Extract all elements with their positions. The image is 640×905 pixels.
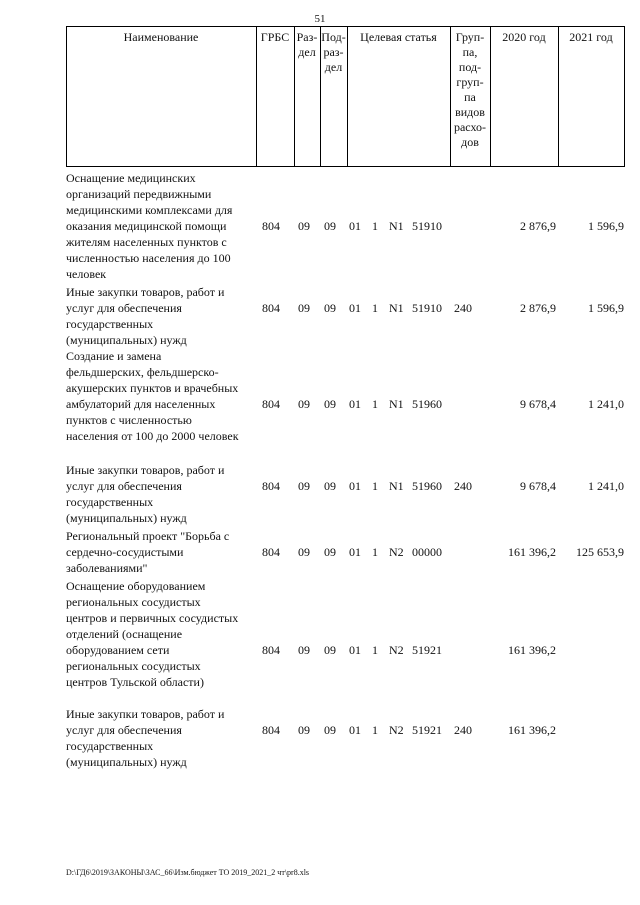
row-name-line: фельдшерских, фельдшерско- [66, 365, 219, 379]
row-name-line: государственных [66, 495, 154, 509]
row-name-line: амбулаторий для населенных [66, 397, 216, 411]
row-name-line: пунктов с численностью [66, 413, 192, 427]
row-name [66, 284, 256, 348]
header-2020: 2020 год [502, 30, 546, 44]
cell-group: 240 [454, 723, 472, 737]
cell-t2: 1 [372, 643, 378, 657]
header-grbs: ГРБС [260, 30, 290, 44]
cell-t4: 51960 [412, 479, 442, 493]
cell-grbs: 804 [262, 643, 280, 657]
row-name-line: отделений (оснащение [66, 627, 183, 641]
header-expense-group: Груп- па, под- груп- па видов расхо- дов [453, 30, 487, 149]
cell-group: 240 [454, 479, 472, 493]
header-section: Раз- дел [296, 30, 318, 59]
row-name-line: численностью населения до 100 [66, 251, 231, 265]
header-target-article: Целевая статья [360, 30, 437, 44]
row-name-line: акушерских пунктов и врачебных [66, 381, 239, 395]
cell-t4: 51910 [412, 219, 442, 233]
file-path-footer: D:\ГД6\2019\ЗАКОНЫ\ЗАС_66\Изм.бюджет ТО 2019_2021_2 чт\pr8.xls [66, 868, 310, 877]
cell-t3: N1 [389, 397, 404, 411]
cell-t2: 1 [372, 397, 378, 411]
column-divider [558, 26, 559, 167]
cell-t3: N1 [389, 479, 404, 493]
column-divider [256, 26, 257, 167]
page-number: 51 [314, 13, 326, 25]
row-name-line: медицинскими комплексами для [66, 203, 233, 217]
cell-section: 09 [298, 723, 310, 737]
row-name-line: (муниципальных) нужд [66, 755, 187, 769]
cell-t1: 01 [349, 397, 361, 411]
cell-t4: 51921 [412, 643, 442, 657]
row-name-line: услуг для обеспечения [66, 301, 182, 315]
cell-t1: 01 [349, 479, 361, 493]
cell-group: 240 [454, 301, 472, 315]
cell-subsection: 09 [324, 301, 336, 315]
cell-t1: 01 [349, 219, 361, 233]
cell-t3: N1 [389, 219, 404, 233]
cell-y2021: 1 241,0 [588, 479, 624, 493]
cell-y2020: 2 876,9 [520, 301, 556, 315]
cell-subsection: 09 [324, 643, 336, 657]
row-name-line: Оснащение медицинских [66, 171, 196, 185]
row-name-line: Создание и замена [66, 349, 162, 363]
cell-section: 09 [298, 643, 310, 657]
row-name [66, 462, 256, 526]
row-name-line: (муниципальных) нужд [66, 333, 187, 347]
row-name-line: Оснащение оборудованием [66, 579, 206, 593]
row-name-line: Иные закупки товаров, работ и [66, 707, 225, 721]
row-name-line: центров Тульской области) [66, 675, 204, 689]
cell-subsection: 09 [324, 219, 336, 233]
row-name [66, 578, 256, 690]
header-bottom-border [66, 166, 624, 167]
row-name-line: услуг для обеспечения [66, 479, 182, 493]
row-name-line: оказания медицинской помощи [66, 219, 227, 233]
cell-y2020: 161 396,2 [508, 723, 556, 737]
row-name-line: Иные закупки товаров, работ и [66, 285, 225, 299]
cell-y2020: 9 678,4 [520, 479, 556, 493]
cell-t2: 1 [372, 219, 378, 233]
row-name-line: (муниципальных) нужд [66, 511, 187, 525]
cell-grbs: 804 [262, 397, 280, 411]
cell-y2020: 2 876,9 [520, 219, 556, 233]
cell-section: 09 [298, 479, 310, 493]
row-name-line: услуг для обеспечения [66, 723, 182, 737]
cell-y2021: 125 653,9 [576, 545, 624, 559]
row-name-line: государственных [66, 317, 154, 331]
cell-t2: 1 [372, 545, 378, 559]
cell-t1: 01 [349, 545, 361, 559]
cell-grbs: 804 [262, 219, 280, 233]
column-divider [66, 26, 67, 167]
cell-subsection: 09 [324, 479, 336, 493]
cell-subsection: 09 [324, 397, 336, 411]
cell-t3: N2 [389, 545, 404, 559]
cell-grbs: 804 [262, 479, 280, 493]
row-name-line: региональных сосудистых [66, 659, 201, 673]
cell-t1: 01 [349, 723, 361, 737]
cell-t1: 01 [349, 643, 361, 657]
column-divider [490, 26, 491, 167]
cell-t2: 1 [372, 301, 378, 315]
row-name-line: заболеваниями" [66, 561, 148, 575]
cell-y2020: 9 678,4 [520, 397, 556, 411]
row-name-line: человек [66, 267, 107, 281]
cell-subsection: 09 [324, 723, 336, 737]
row-name [66, 528, 256, 576]
row-name [66, 170, 256, 282]
header-top-border [66, 26, 624, 27]
cell-section: 09 [298, 219, 310, 233]
row-name [66, 348, 256, 444]
cell-t2: 1 [372, 479, 378, 493]
row-name-line: оборудованием сети [66, 643, 170, 657]
cell-y2020: 161 396,2 [508, 643, 556, 657]
cell-section: 09 [298, 545, 310, 559]
header-name: Наименование [123, 30, 199, 44]
cell-t2: 1 [372, 723, 378, 737]
cell-t3: N2 [389, 723, 404, 737]
cell-t4: 51960 [412, 397, 442, 411]
row-name-line: государственных [66, 739, 154, 753]
row-name-line: жителям населенных пунктов с [66, 235, 227, 249]
header-2021: 2021 год [569, 30, 613, 44]
row-name-line: центров и первичных сосудистых [66, 611, 239, 625]
row-name [66, 706, 256, 770]
cell-grbs: 804 [262, 301, 280, 315]
cell-t3: N1 [389, 301, 404, 315]
cell-t1: 01 [349, 301, 361, 315]
cell-t4: 51910 [412, 301, 442, 315]
cell-subsection: 09 [324, 545, 336, 559]
row-name-line: сердечно-сосудистыми [66, 545, 184, 559]
header-subsection: Под- раз- дел [321, 30, 346, 74]
cell-y2021: 1 241,0 [588, 397, 624, 411]
column-divider [624, 26, 625, 167]
cell-section: 09 [298, 301, 310, 315]
cell-t4: 00000 [412, 545, 442, 559]
row-name-line: организаций передвижными [66, 187, 212, 201]
cell-y2021: 1 596,9 [588, 301, 624, 315]
cell-section: 09 [298, 397, 310, 411]
cell-grbs: 804 [262, 545, 280, 559]
cell-t3: N2 [389, 643, 404, 657]
row-name-line: региональных сосудистых [66, 595, 201, 609]
cell-grbs: 804 [262, 723, 280, 737]
column-divider [347, 26, 348, 167]
cell-y2020: 161 396,2 [508, 545, 556, 559]
cell-y2021: 1 596,9 [588, 219, 624, 233]
cell-t4: 51921 [412, 723, 442, 737]
row-name-line: Иные закупки товаров, работ и [66, 463, 225, 477]
row-name-line: населения от 100 до 2000 человек [66, 429, 239, 443]
row-name-line: Региональный проект "Борьба с [66, 529, 230, 543]
